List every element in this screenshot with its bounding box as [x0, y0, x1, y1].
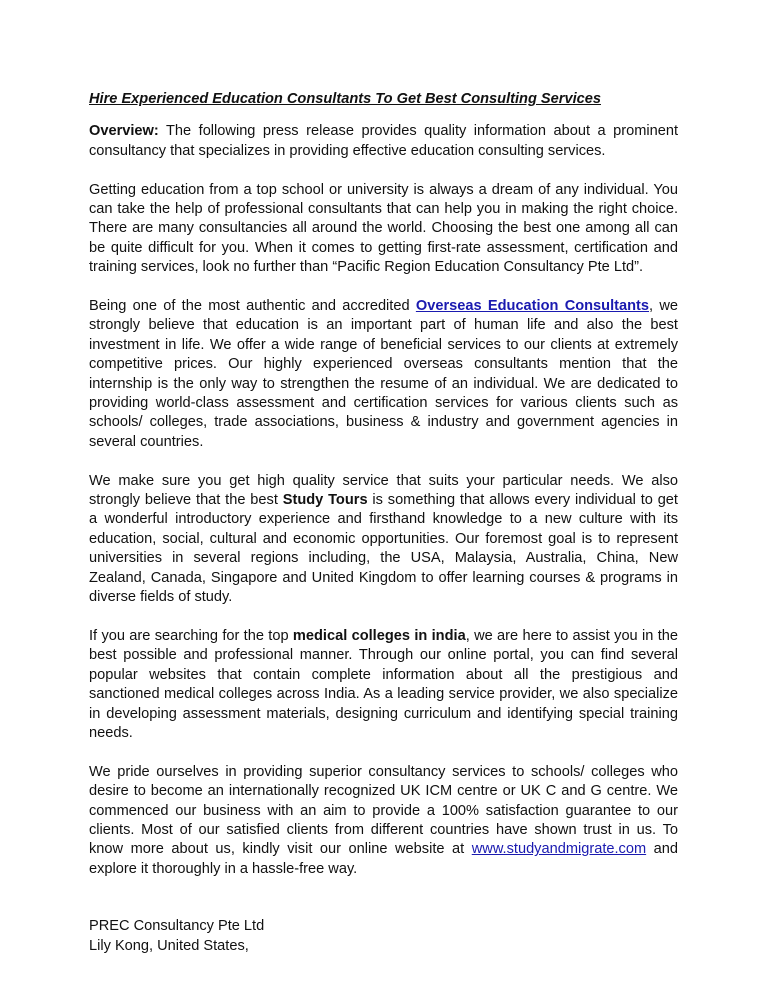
paragraph-3 [89, 472, 678, 608]
signature-company: PREC Consultancy Pte Ltd [89, 918, 265, 935]
website-link[interactable]: www.studyandmigrate.com [471, 841, 647, 858]
overseas-education-consultants-link[interactable]: Overseas Education Consultants [415, 298, 650, 315]
paragraph-5-text-end: and explore it thoroughly in a hassle-free way. [89, 841, 679, 877]
signature-location: Lily Kong, United States, [89, 937, 249, 954]
paragraph-3-text-start: We make sure you get high quality service that suits your particular needs. We also strongly believe that the best [89, 472, 678, 509]
study-tours-bold: Study Tours [282, 492, 368, 509]
overview-text: The following press release provides quality information about a prominent consultancy that specializes in providing effective education consulting services. [89, 123, 678, 159]
overview-label: Overview: [89, 123, 159, 140]
paragraph-4-text-start: If you are searching for the top [89, 627, 293, 644]
document-title: Hire Experienced Education Consultants To Get Best Consulting Services [89, 91, 601, 107]
paragraph-4 [89, 627, 678, 743]
paragraph-2-text-end: , we strongly believe that education is an important part of human life and also the best investment in life. We offer a wide range of beneficial services to our clients at extremely competitive prices. Our highly experienced overseas consultants mention that the internship is the only way to strengthen the resume of an individual. We are dedicated to providing world-class assessment and certification services for various clients such as schools/ colleges, trade associations, business & industry and government agencies in several countries. [89, 298, 679, 450]
paragraph-2-text-start: Being one of the most authentic and accredited [89, 298, 416, 315]
document-page [89, 90, 678, 956]
paragraph-5-text-start: We pride ourselves in providing superior consultancy services to schools/ colleges who desire to become an internationally recognized UK ICM centre or UK C and G centre. We commenced our business with an aim to provide a 100% satisfaction guarantee to our clients. Most of our satisfied clients from different countries have shown trust in us. To know more about us, kindly visit our online website at [89, 763, 678, 858]
paragraph-3-text-end: is something that allows every individual to get a wonderful introductory experience and firsthand knowledge to a new culture with its education, social, cultural and economic opportunities. Our foremost goal is to represent universities in several regions including, the USA, Malaysia, Australia, China, New Zealand, Canada, Singapore and United Kingdom to offer learning courses & programs in diverse fields of study. [89, 492, 678, 606]
overview-paragraph [89, 122, 678, 161]
paragraph-5 [89, 763, 678, 879]
medical-colleges-bold: medical colleges in india [292, 627, 466, 644]
paragraph-4-text-end: , we are here to assist you in the best possible and professional manner. Through our online portal, you can find several popular websites that contain complete information about all the prestigious and sanctioned medical colleges across India. As a leading service provider, we also specialize in developing assessment materials, designing curriculum and identifying special training needs. [89, 627, 678, 741]
paragraph-1: Getting education from a top school or university is always a dream of any individual. You can take the help of professional consultants that can help you in making the right choice. There are many consultancies all around the world. Choosing the best one among all can be quite difficult for you. When it comes to getting first-rate assessment, certification and training services, look no further than “Pacific Region Education Consultancy Pte Ltd”. [89, 181, 678, 276]
paragraph-2 [89, 297, 678, 452]
signature-block [89, 917, 678, 956]
